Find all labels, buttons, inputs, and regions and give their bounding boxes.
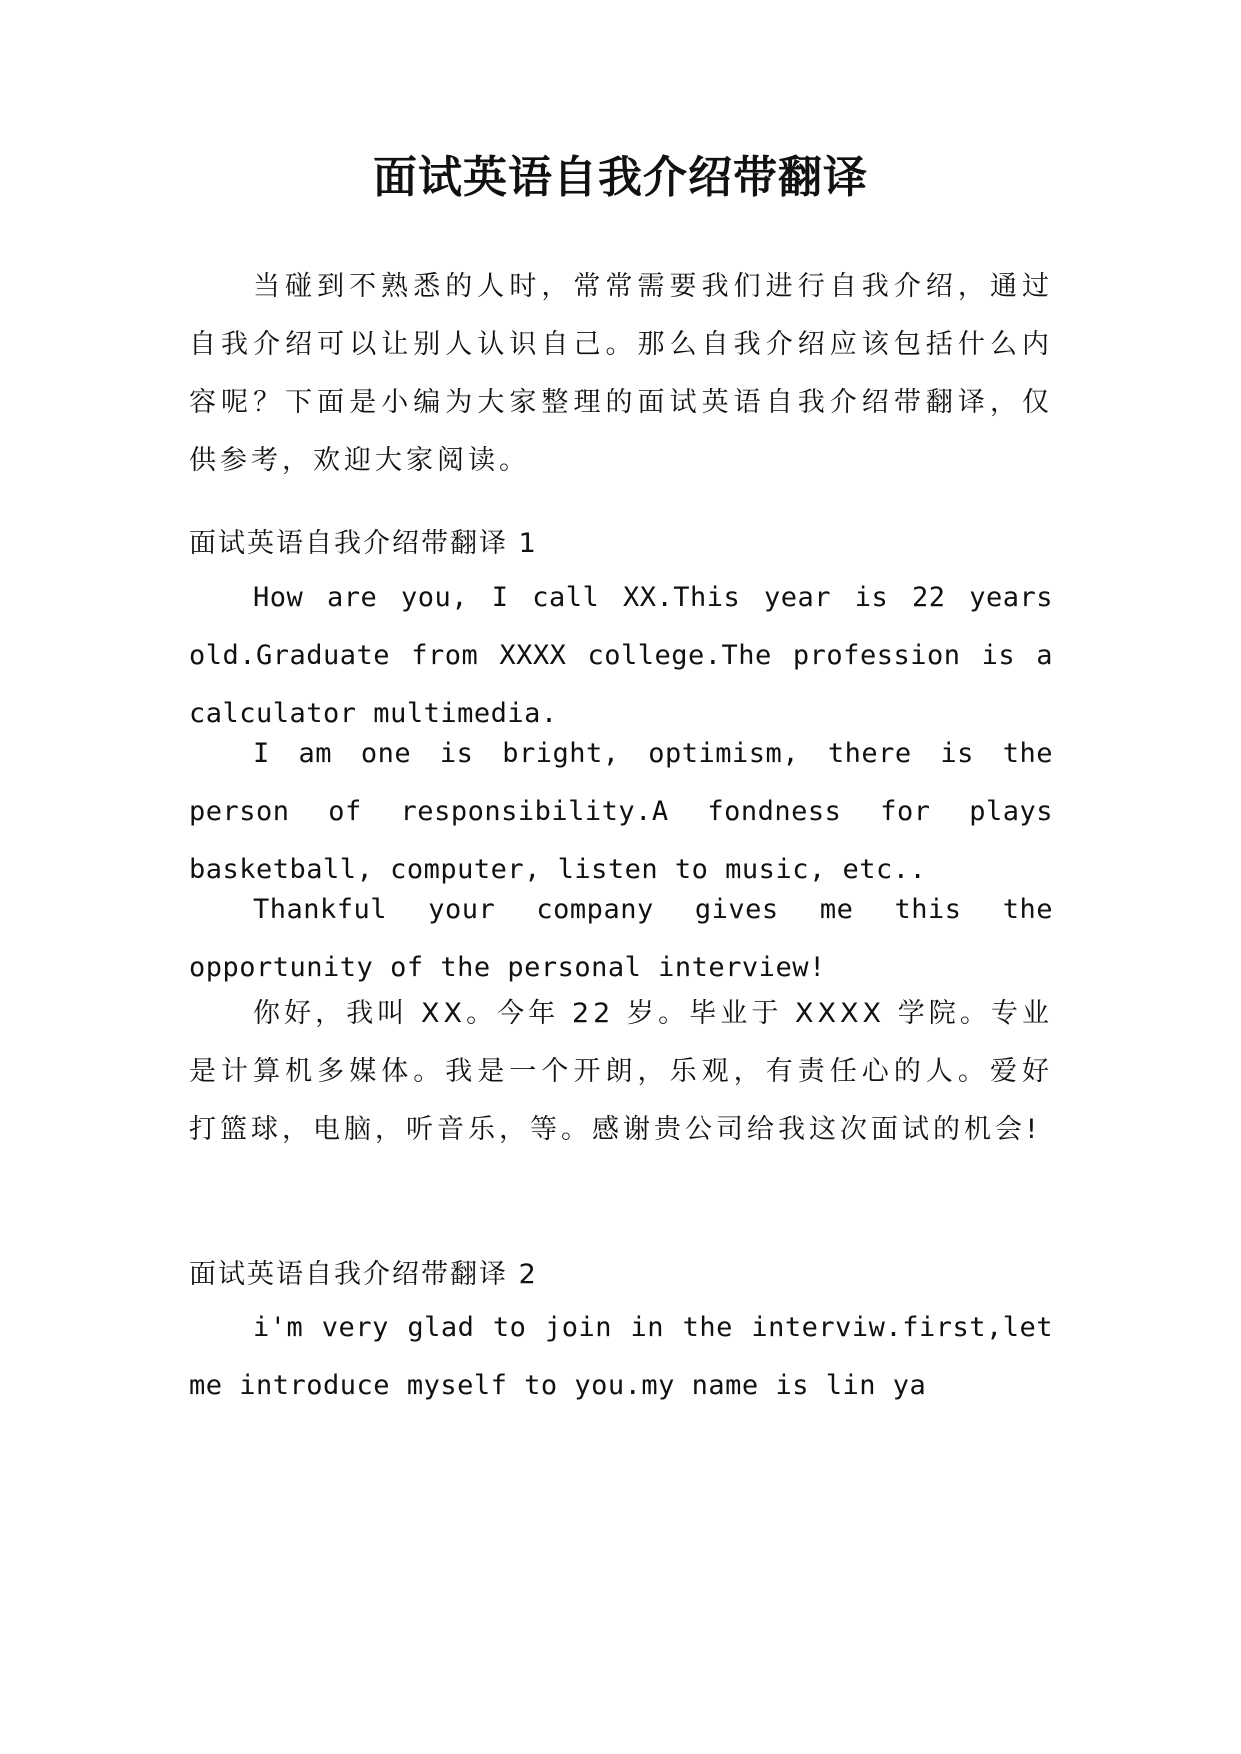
section-1-heading: 面试英语自我介绍带翻译 1 [189,528,538,559]
section-1-translation: 你好，我叫 XX。今年 22 岁。毕业于 XXXX 学院。专业是计算机多媒体。我是一个开朗，乐观，有责任心的人。爱好打篮球，电脑，听音乐，等。感谢贵公司给我这次面试的机会! [189,998,1053,1145]
section-1-paragraph-1: How are you, I call XX.This year is 22 years old.Graduate from XXXX college.The profession is a calculator multimedia. [189,582,1053,729]
section-2-paragraph-1: i'm very glad to join in the interviw.first,let me introduce myself to you.my name is lin ya [189,1312,1053,1401]
section-2-heading: 面试英语自我介绍带翻译 2 [189,1259,538,1290]
document-title: 面试英语自我介绍带翻译 [373,152,868,203]
section-1-paragraph-2: I am one is bright, optimism, there is the person of responsibility.A fondness for plays basketball, computer, listen to music, etc.. [189,738,1053,885]
intro-paragraph: 当碰到不熟悉的人时，常常需要我们进行自我介绍，通过自我介绍可以让别人认识自己。那么自我介绍应该包括什么内容呢？下面是小编为大家整理的面试英语自我介绍带翻译，仅供参考，欢迎大家阅读。 [189,271,1053,476]
section-1-paragraph-3: Thankful your company gives me this the opportunity of the personal interview! [189,894,1053,983]
